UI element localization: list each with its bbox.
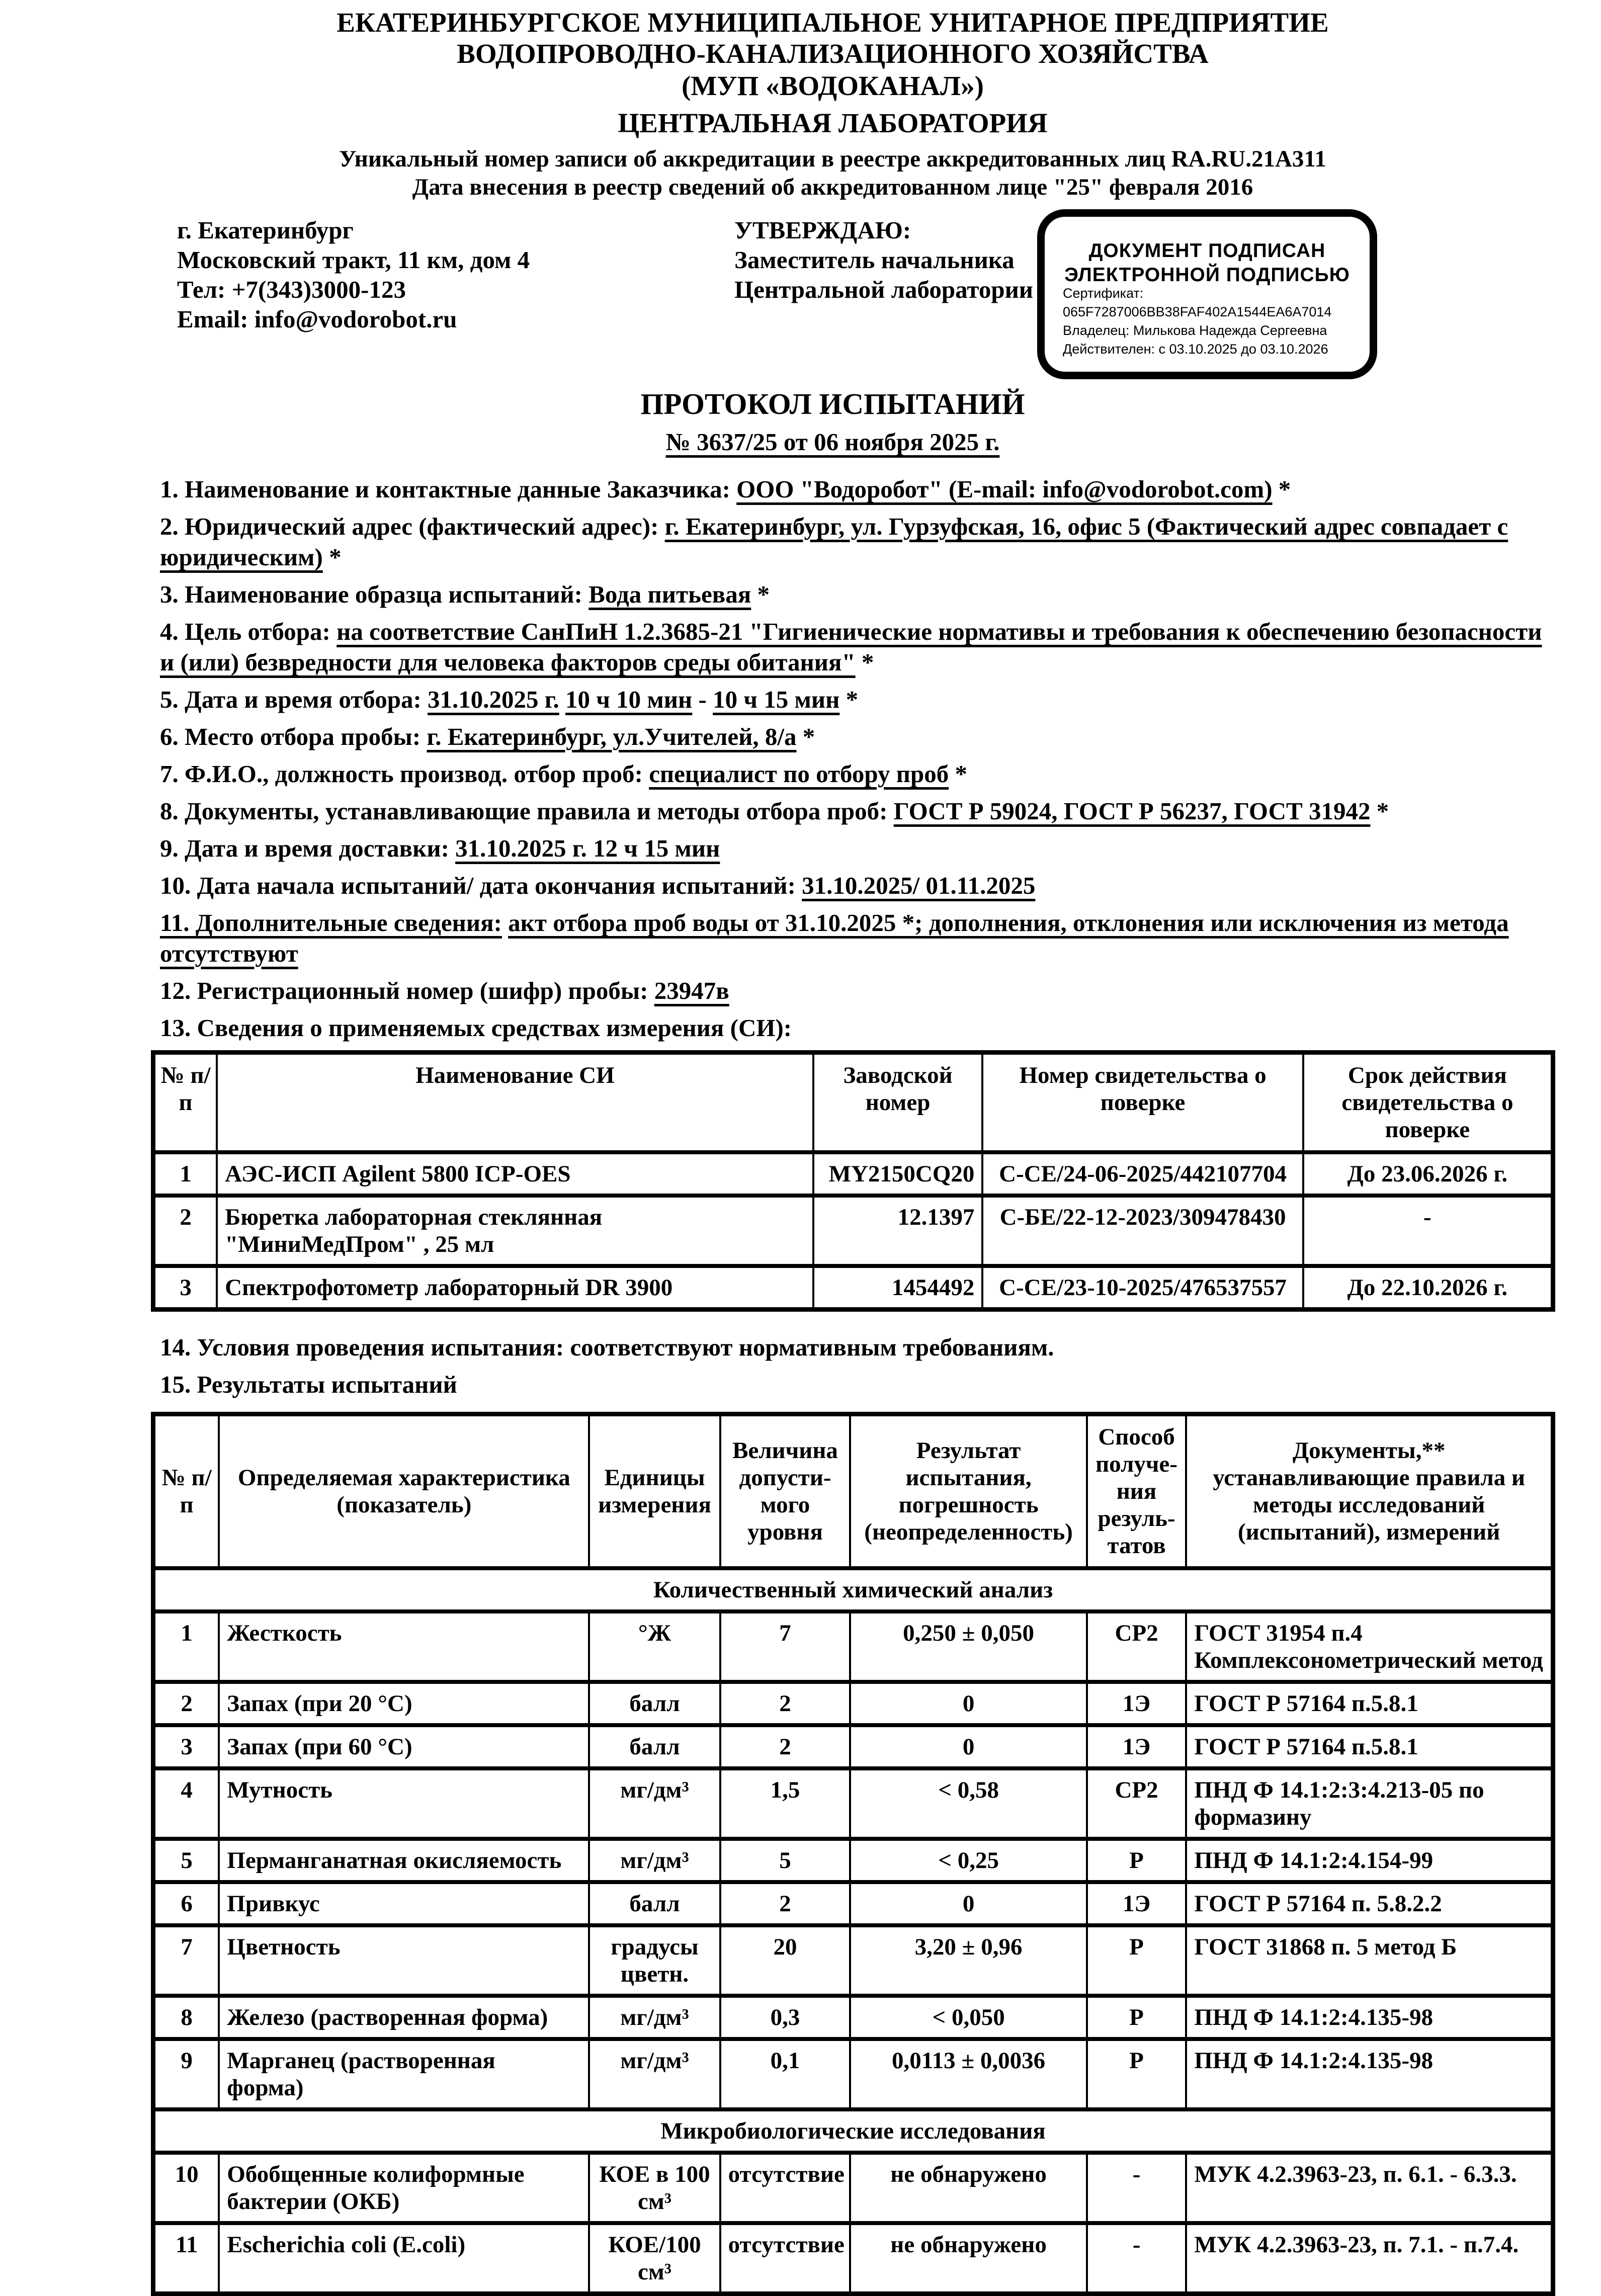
table-cell: < 0,58: [850, 1768, 1086, 1839]
table-row: [153, 1925, 1553, 1996]
stamp-certificate-info: [1063, 284, 1370, 359]
table-cell: 8: [153, 1996, 219, 2039]
table-cell: 1Э: [1087, 1882, 1187, 1925]
table-cell: ГОСТ 31868 п. 5 метод Б: [1186, 1925, 1553, 1996]
stamp-owner: Владелец: Милькова Надежда Сергеевна: [1063, 323, 1327, 338]
table-row: [153, 1996, 1553, 2039]
table-cell: 9: [153, 2039, 219, 2109]
column-header: Единицы измерения: [589, 1414, 720, 1569]
approval-role-line2: Центральной лаборатории: [734, 276, 1034, 303]
table-cell: ГОСТ Р 57164 п.5.8.1: [1186, 1725, 1553, 1768]
column-header: № п/п: [153, 1053, 217, 1153]
list-item: [160, 758, 1553, 789]
item-label: 7. Ф.И.О., должность производ. отбор проб:: [160, 760, 643, 788]
table-cell: Мутность: [219, 1768, 589, 1839]
table-cell: 7: [720, 1611, 851, 1682]
table-cell: Р: [1087, 1925, 1187, 1996]
info-row: [0, 212, 1601, 383]
table-cell: 0,0113 ± 0,0036: [850, 2039, 1086, 2109]
table-cell: Железо (растворенная форма): [219, 1996, 589, 2039]
table-cell: не обнаружено: [850, 2153, 1086, 2223]
list-item: [160, 975, 1553, 1006]
table-cell: Перманганатная окисляемость: [219, 1839, 589, 1882]
table-row: [153, 1682, 1553, 1725]
table-cell: СР2: [1087, 1611, 1187, 1682]
table-row: [153, 1839, 1553, 1882]
table-row: [153, 2153, 1553, 2223]
table-row: [153, 1266, 1553, 1310]
table-cell: 6: [153, 1882, 219, 1925]
table-cell: 1: [153, 1611, 219, 1682]
protocol-number: № 3637/25 от 06 ноября 2025 г.: [665, 428, 1000, 456]
table-cell: 2: [153, 1196, 217, 1266]
table-cell: До 23.06.2026 г.: [1303, 1152, 1553, 1196]
table-cell: До 22.10.2026 г.: [1303, 1266, 1553, 1310]
approval-block: [734, 215, 1033, 304]
item-value-segment: *: [949, 760, 967, 788]
table-cell: ГОСТ Р 57164 п. 5.8.2.2: [1186, 1882, 1553, 1925]
table-cell: 12.1397: [813, 1196, 983, 1266]
column-header: Определяемая характеристика (показатель): [219, 1414, 589, 1569]
item-value-segment: соответствуют нормативным требованиям.: [570, 1333, 1054, 1361]
table-cell: 0: [850, 1725, 1086, 1768]
item-value-segment: на соответствие СанПиН 1.2.3685-21 "Гигиенические нормативы и требования к обеспечению безопасности и (или) безвредности для человека факторов среды обитания": [160, 618, 1542, 676]
table-cell: 0,250 ± 0,050: [850, 1611, 1086, 1682]
contact-city: г. Екатеринбург: [177, 216, 354, 244]
table-cell: 0,1: [720, 2039, 851, 2109]
list-item: [160, 721, 1553, 752]
table-cell: 5: [153, 1839, 219, 1882]
column-header: Срок действия свидетельства о поверке: [1303, 1053, 1553, 1153]
item-value-segment: -: [692, 686, 713, 713]
table-cell: 0,3: [720, 1996, 851, 2039]
org-name-line3: (МУП «ВОДОКАНАЛ»): [682, 70, 984, 101]
item-value-segment: Вода питьевая: [588, 580, 751, 608]
table-cell: 0: [850, 1682, 1086, 1725]
test-info-items: [160, 474, 1553, 1043]
registry-date-line: Дата внесения в реестр сведений об аккредитованном лице "25" февраля 2016: [412, 174, 1253, 200]
table-cell: 3: [153, 1725, 219, 1768]
item-label: 3. Наименование образца испытаний:: [160, 580, 582, 608]
accreditation-line: Уникальный номер записи об аккредитации в реестре аккредитованных лиц RA.RU.21A311: [339, 146, 1326, 172]
item-value-segment: *: [1272, 475, 1291, 503]
item-value-segment: *: [751, 580, 770, 608]
table-cell: 10: [153, 2153, 219, 2223]
table-cell: С-БЕ/22-12-2023/309478430: [982, 1196, 1303, 1266]
table-row: [153, 2223, 1553, 2294]
item-label: 10. Дата начала испытаний/ дата окончания испытаний:: [160, 872, 796, 899]
table-cell: 11: [153, 2223, 219, 2294]
table-cell: 1: [153, 1152, 217, 1196]
table-row: [153, 2039, 1553, 2109]
column-header: Номер свидетельства о поверке: [982, 1053, 1303, 1153]
item-label: 11. Дополнительные сведения:: [160, 909, 502, 937]
contact-email: Email: info@vodorobot.ru: [177, 305, 457, 333]
column-header: Заводской номер: [813, 1053, 983, 1153]
item-label: 13. Сведения о применяемых средствах измерения (СИ):: [160, 1014, 792, 1042]
table-cell: Escherichia coli (E.coli): [219, 2223, 589, 2294]
section-row: [153, 1568, 1553, 1611]
table-cell: Р: [1087, 1839, 1187, 1882]
table-cell: ПНД Ф 14.1:2:3:4.213-05 по формазину: [1186, 1768, 1553, 1839]
table-cell: Р: [1087, 2039, 1187, 2109]
column-header: № п/п: [153, 1414, 219, 1569]
table-cell: -: [1303, 1196, 1553, 1266]
org-header: [121, 0, 1545, 201]
table-cell: балл: [589, 1725, 720, 1768]
table-cell: -: [1087, 2153, 1187, 2223]
item-label: 14. Условия проведения испытания:: [160, 1333, 564, 1361]
item-label: 9. Дата и время доставки:: [160, 834, 449, 862]
approval-title: УТВЕРЖДАЮ:: [734, 216, 911, 244]
item-value-segment: 31.10.2025 г. 12 ч 15 мин: [455, 834, 720, 862]
lab-name: ЦЕНТРАЛЬНАЯ ЛАБОРАТОРИЯ: [618, 108, 1048, 138]
results-table: [151, 1412, 1555, 2296]
table-cell: 5: [720, 1839, 851, 1882]
item-label: 6. Место отбора пробы:: [160, 723, 421, 750]
table-cell: 7: [153, 1925, 219, 1996]
si-table-wrap: [151, 1050, 1555, 1312]
results-table-header-row: [153, 1414, 1553, 1569]
item-label: 2. Юридический адрес (фактический адрес):: [160, 513, 659, 540]
org-name-line1: ЕКАТЕРИНБУРГСКОЕ МУНИЦИПАЛЬНОЕ УНИТАРНОЕ ПРЕДПРИЯТИЕ: [336, 7, 1329, 38]
stamp-validity: Действителен: с 03.10.2025 до 03.10.2026: [1063, 342, 1328, 357]
section-title: Микробиологические исследования: [153, 2109, 1553, 2153]
item-label: 15. Результаты испытаний: [160, 1371, 457, 1398]
list-item: [160, 796, 1553, 826]
item-value-segment: *: [1370, 797, 1389, 825]
list-item: [160, 1332, 1553, 1363]
list-item: [160, 870, 1553, 901]
item-value-segment: акт отбора проб воды от 31.10.2025 *; дополнения, отклонения или исключения из метода отсутствуют: [160, 909, 1509, 967]
item-value-segment: 31.10.2025/ 01.11.2025: [802, 872, 1036, 899]
list-item: [160, 579, 1553, 610]
table-cell: Цветность: [219, 1925, 589, 1996]
table-cell: ПНД Ф 14.1:2:4.135-98: [1186, 2039, 1553, 2109]
table-cell: < 0,050: [850, 1996, 1086, 2039]
list-item: [160, 616, 1553, 677]
section-title: Количественный химический анализ: [153, 1568, 1553, 1611]
table-cell: °Ж: [589, 1611, 720, 1682]
table-cell: 4: [153, 1768, 219, 1839]
table-cell: отсутствие: [720, 2153, 851, 2223]
item-label: 1. Наименование и контактные данные Заказчика:: [160, 475, 730, 503]
page-title: ПРОТОКОЛ ИСПЫТАНИЙ: [640, 387, 1025, 420]
table-cell: Спектрофотометр лабораторный DR 3900: [217, 1266, 813, 1310]
table-cell: -: [1087, 2223, 1187, 2294]
table-cell: < 0,25: [850, 1839, 1086, 1882]
list-item: [160, 1369, 1553, 1400]
title-block: [121, 387, 1545, 457]
table-cell: не обнаружено: [850, 2223, 1086, 2294]
table-cell: СР2: [1087, 1768, 1187, 1839]
column-header: Наименование СИ: [217, 1053, 813, 1153]
table-cell: балл: [589, 1882, 720, 1925]
table-cell: 2: [720, 1682, 851, 1725]
item-value-segment: специалист по отбору проб: [649, 760, 949, 788]
contact-phone: Тел: +7(343)3000-123: [177, 276, 406, 303]
list-item: [160, 684, 1553, 715]
item-value-segment: 10 ч 10 мин: [565, 686, 693, 713]
item-value-segment: ГОСТ Р 59024, ГОСТ Р 56237, ГОСТ 31942: [893, 797, 1371, 825]
table-cell: 1454492: [813, 1266, 983, 1310]
table-cell: 2: [720, 1882, 851, 1925]
list-item: [160, 833, 1553, 864]
item-value-segment: ООО "Водоробот" (E-mail: info@vodorobot.com): [736, 475, 1273, 503]
table-row: [153, 1196, 1553, 1266]
table-cell: мг/дм³: [589, 2039, 720, 2109]
table-cell: 2: [720, 1725, 851, 1768]
table-cell: Запах (при 20 °С): [219, 1682, 589, 1725]
table-cell: балл: [589, 1682, 720, 1725]
table-cell: Жесткость: [219, 1611, 589, 1682]
table-cell: мг/дм³: [589, 1839, 720, 1882]
table-cell: Обобщенные колиформные бактерии (ОКБ): [219, 2153, 589, 2223]
table-cell: 3,20 ± 0,96: [850, 1925, 1086, 1996]
list-item: [160, 511, 1553, 572]
column-header: Способ получе- ния резуль- татов: [1087, 1414, 1187, 1569]
table-row: [153, 1611, 1553, 1682]
item-label: 12. Регистрационный номер (шифр) пробы:: [160, 977, 648, 1004]
results-table-wrap: [151, 1412, 1555, 2296]
item-value-segment: 23947в: [654, 977, 729, 1004]
table-cell: градусы цветн.: [589, 1925, 720, 1996]
table-cell: 0: [850, 1882, 1086, 1925]
stamp-title: ДОКУМЕНТ ПОДПИСАН ЭЛЕКТРОННОЙ ПОДПИСЬЮ: [1064, 240, 1350, 286]
table-cell: Привкус: [219, 1882, 589, 1925]
table-cell: отсутствие: [720, 2223, 851, 2294]
table-cell: 1Э: [1087, 1725, 1187, 1768]
table-cell: 1Э: [1087, 1682, 1187, 1725]
table-cell: МУК 4.2.3963-23, п. 7.1. - п.7.4.: [1186, 2223, 1553, 2294]
item-value-segment: г. Екатеринбург, ул. Гурзуфская, 16, офис 5 (Фактический адрес совпадает с юридическим): [160, 513, 1508, 571]
table-cell: MY2150CQ20: [813, 1152, 983, 1196]
table-row: [153, 1152, 1553, 1196]
item-value-segment: 31.10.2025 г.: [428, 686, 559, 713]
approval-role-line1: Заместитель начальника: [734, 246, 1015, 274]
table-row: [153, 1882, 1553, 1925]
table-cell: ГОСТ 31954 п.4 Комплексонометрический метод: [1186, 1611, 1553, 1682]
column-header: Результат испытания, погрешность (неопределенность): [850, 1414, 1086, 1569]
list-item: [160, 1012, 1553, 1043]
si-table: [151, 1050, 1555, 1312]
item-value-segment: *: [796, 723, 815, 750]
section-row: [153, 2109, 1553, 2153]
table-cell: 3: [153, 1266, 217, 1310]
contacts-block: [177, 215, 530, 334]
table-cell: ПНД Ф 14.1:2:4.135-98: [1186, 1996, 1553, 2039]
item-value-segment: [559, 686, 565, 713]
table-cell: ГОСТ Р 57164 п.5.8.1: [1186, 1682, 1553, 1725]
table-cell: АЭС-ИСП Agilent 5800 ICP-OES: [217, 1152, 813, 1196]
item-value-segment: *: [855, 648, 874, 676]
table-cell: Р: [1087, 1996, 1187, 2039]
table-cell: Запах (при 60 °С): [219, 1725, 589, 1768]
table-cell: С-СЕ/23-10-2025/476537557: [982, 1266, 1303, 1310]
table-cell: 1,5: [720, 1768, 851, 1839]
item-label: 4. Цель отбора:: [160, 618, 330, 645]
table-cell: Марганец (растворенная форма): [219, 2039, 589, 2109]
table-cell: КОЕ/100 см³: [589, 2223, 720, 2294]
table-cell: С-СЕ/24-06-2025/442107704: [982, 1152, 1303, 1196]
org-name-line2: ВОДОПРОВОДНО-КАНАЛИЗАЦИОННОГО ХОЗЯЙСТВА: [457, 38, 1209, 69]
column-header: Документы,** устанавливающие правила и методы исследований (испытаний), измерений: [1186, 1414, 1553, 1569]
table-cell: Бюретка лабораторная стеклянная "МиниМедПром" , 25 мл: [217, 1196, 813, 1266]
item-value-segment: 10 ч 15 мин: [713, 686, 840, 713]
table-cell: мг/дм³: [589, 1996, 720, 2039]
conditions-and-results-items: [160, 1332, 1553, 1400]
item-label: 8. Документы, устанавливающие правила и методы отбора проб:: [160, 797, 888, 825]
table-row: [153, 1768, 1553, 1839]
item-value-segment: *: [322, 543, 342, 571]
list-item: [160, 474, 1553, 504]
table-cell: 2: [153, 1682, 219, 1725]
list-item: [160, 907, 1553, 969]
item-value-segment: г. Екатеринбург, ул.Учителей, 8/а: [427, 723, 797, 750]
stamp-certificate: Сертификат: 065F7287006BB38FAF402A1544EA6A7014: [1063, 286, 1332, 319]
table-cell: 20: [720, 1925, 851, 1996]
item-value-segment: *: [839, 686, 859, 713]
table-row: [153, 1725, 1553, 1768]
table-cell: ПНД Ф 14.1:2:4.154-99: [1186, 1839, 1553, 1882]
table-cell: мг/дм³: [589, 1768, 720, 1839]
si-table-header-row: [153, 1053, 1553, 1153]
digital-signature-stamp: [1037, 209, 1377, 379]
table-cell: КОЕ в 100 см³: [589, 2153, 720, 2223]
contact-address: Московский тракт, 11 км, дом 4: [177, 246, 530, 274]
item-label: 5. Дата и время отбора:: [160, 686, 422, 713]
table-cell: МУК 4.2.3963-23, п. 6.1. - 6.3.3.: [1186, 2153, 1553, 2223]
column-header: Величина допусти- мого уровня: [720, 1414, 851, 1569]
